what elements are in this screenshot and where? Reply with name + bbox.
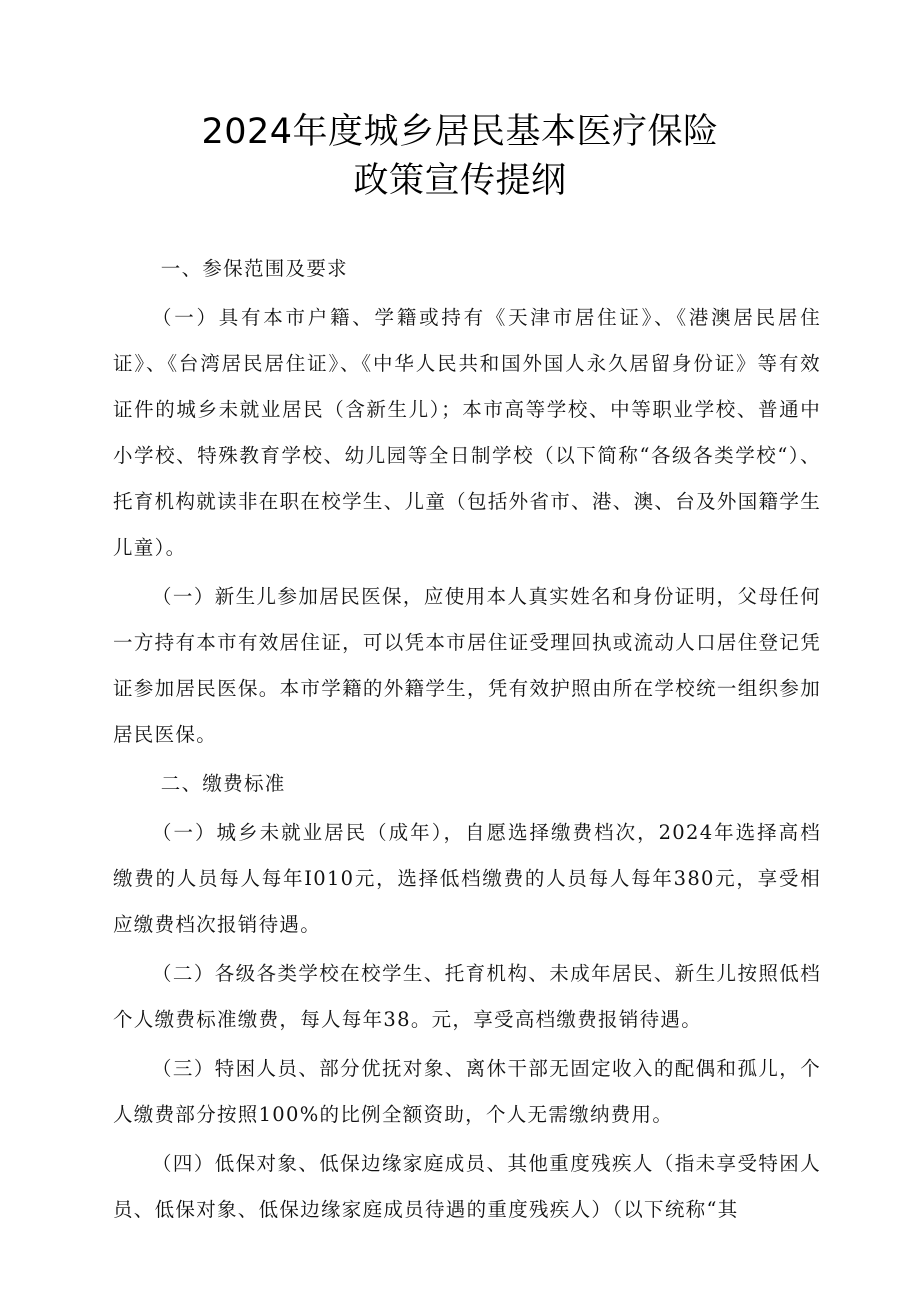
document-body bbox=[113, 246, 821, 1236]
paragraph-fees-3: （三）特困人员、部分优抚对象、离休干部无固定收入的配偶和孤儿，个人缴费部分按照100%的比例全额资助，个人无需缴纳费用。 bbox=[113, 1057, 821, 1126]
section-heading-fees: 二、缴费标准 bbox=[160, 772, 286, 795]
paragraph-fees-4: （四）低保对象、低保边缘家庭成员、其他重度残疾人（指未享受特困人员、低保对象、低保边缘家庭成员待遇的重度残疾人）（以下统称“其 bbox=[113, 1152, 821, 1221]
paragraph-scope-2: （一）新生儿参加居民医保，应使用本人真实姓名和身份证明，父母任何一方持有本市有效居住证，可以凭本市居住证受理回执或流动人口居住登记凭证参加居民医保。本市学籍的外籍学生，凭有效护照由所在学校统一组织参加居民医保。 bbox=[113, 585, 821, 746]
section-heading-scope: 一、参保范围及要求 bbox=[160, 257, 348, 280]
paragraph-fees-2: （二）各级各类学校在校学生、托育机构、未成年居民、新生儿按照低档个人缴费标准缴费，每人每年38。元，享受高档缴费报销待遇。 bbox=[113, 962, 821, 1031]
document-title-line1: 2024年度城乡居民基本医疗保险 bbox=[201, 112, 719, 152]
paragraph-fees-1: （一）城乡未就业居民（成年），自愿选择缴费档次，2024年选择高档缴费的人员每人每年I010元，选择低档缴费的人员每人每年380元，享受相应缴费档次报销待遇。 bbox=[113, 821, 821, 936]
paragraph-scope-1: （一）具有本市户籍、学籍或持有《天津市居住证》、《港澳居民居住证》、《台湾居民居住证》、《中华人民共和国外国人永久居留身份证》等有效证件的城乡未就业居民（含新生儿）；本市高等学校、中等职业学校、普通中小学校、特殊教育学校、幼儿园等全日制学校（以下简称“各级各类学校“）、托育机构就读非在职在校学生、儿童（包括外省市、港、澳、台及外国籍学生儿童）。 bbox=[113, 306, 821, 559]
document-title-line2: 政策宣传提纲 bbox=[353, 161, 567, 201]
